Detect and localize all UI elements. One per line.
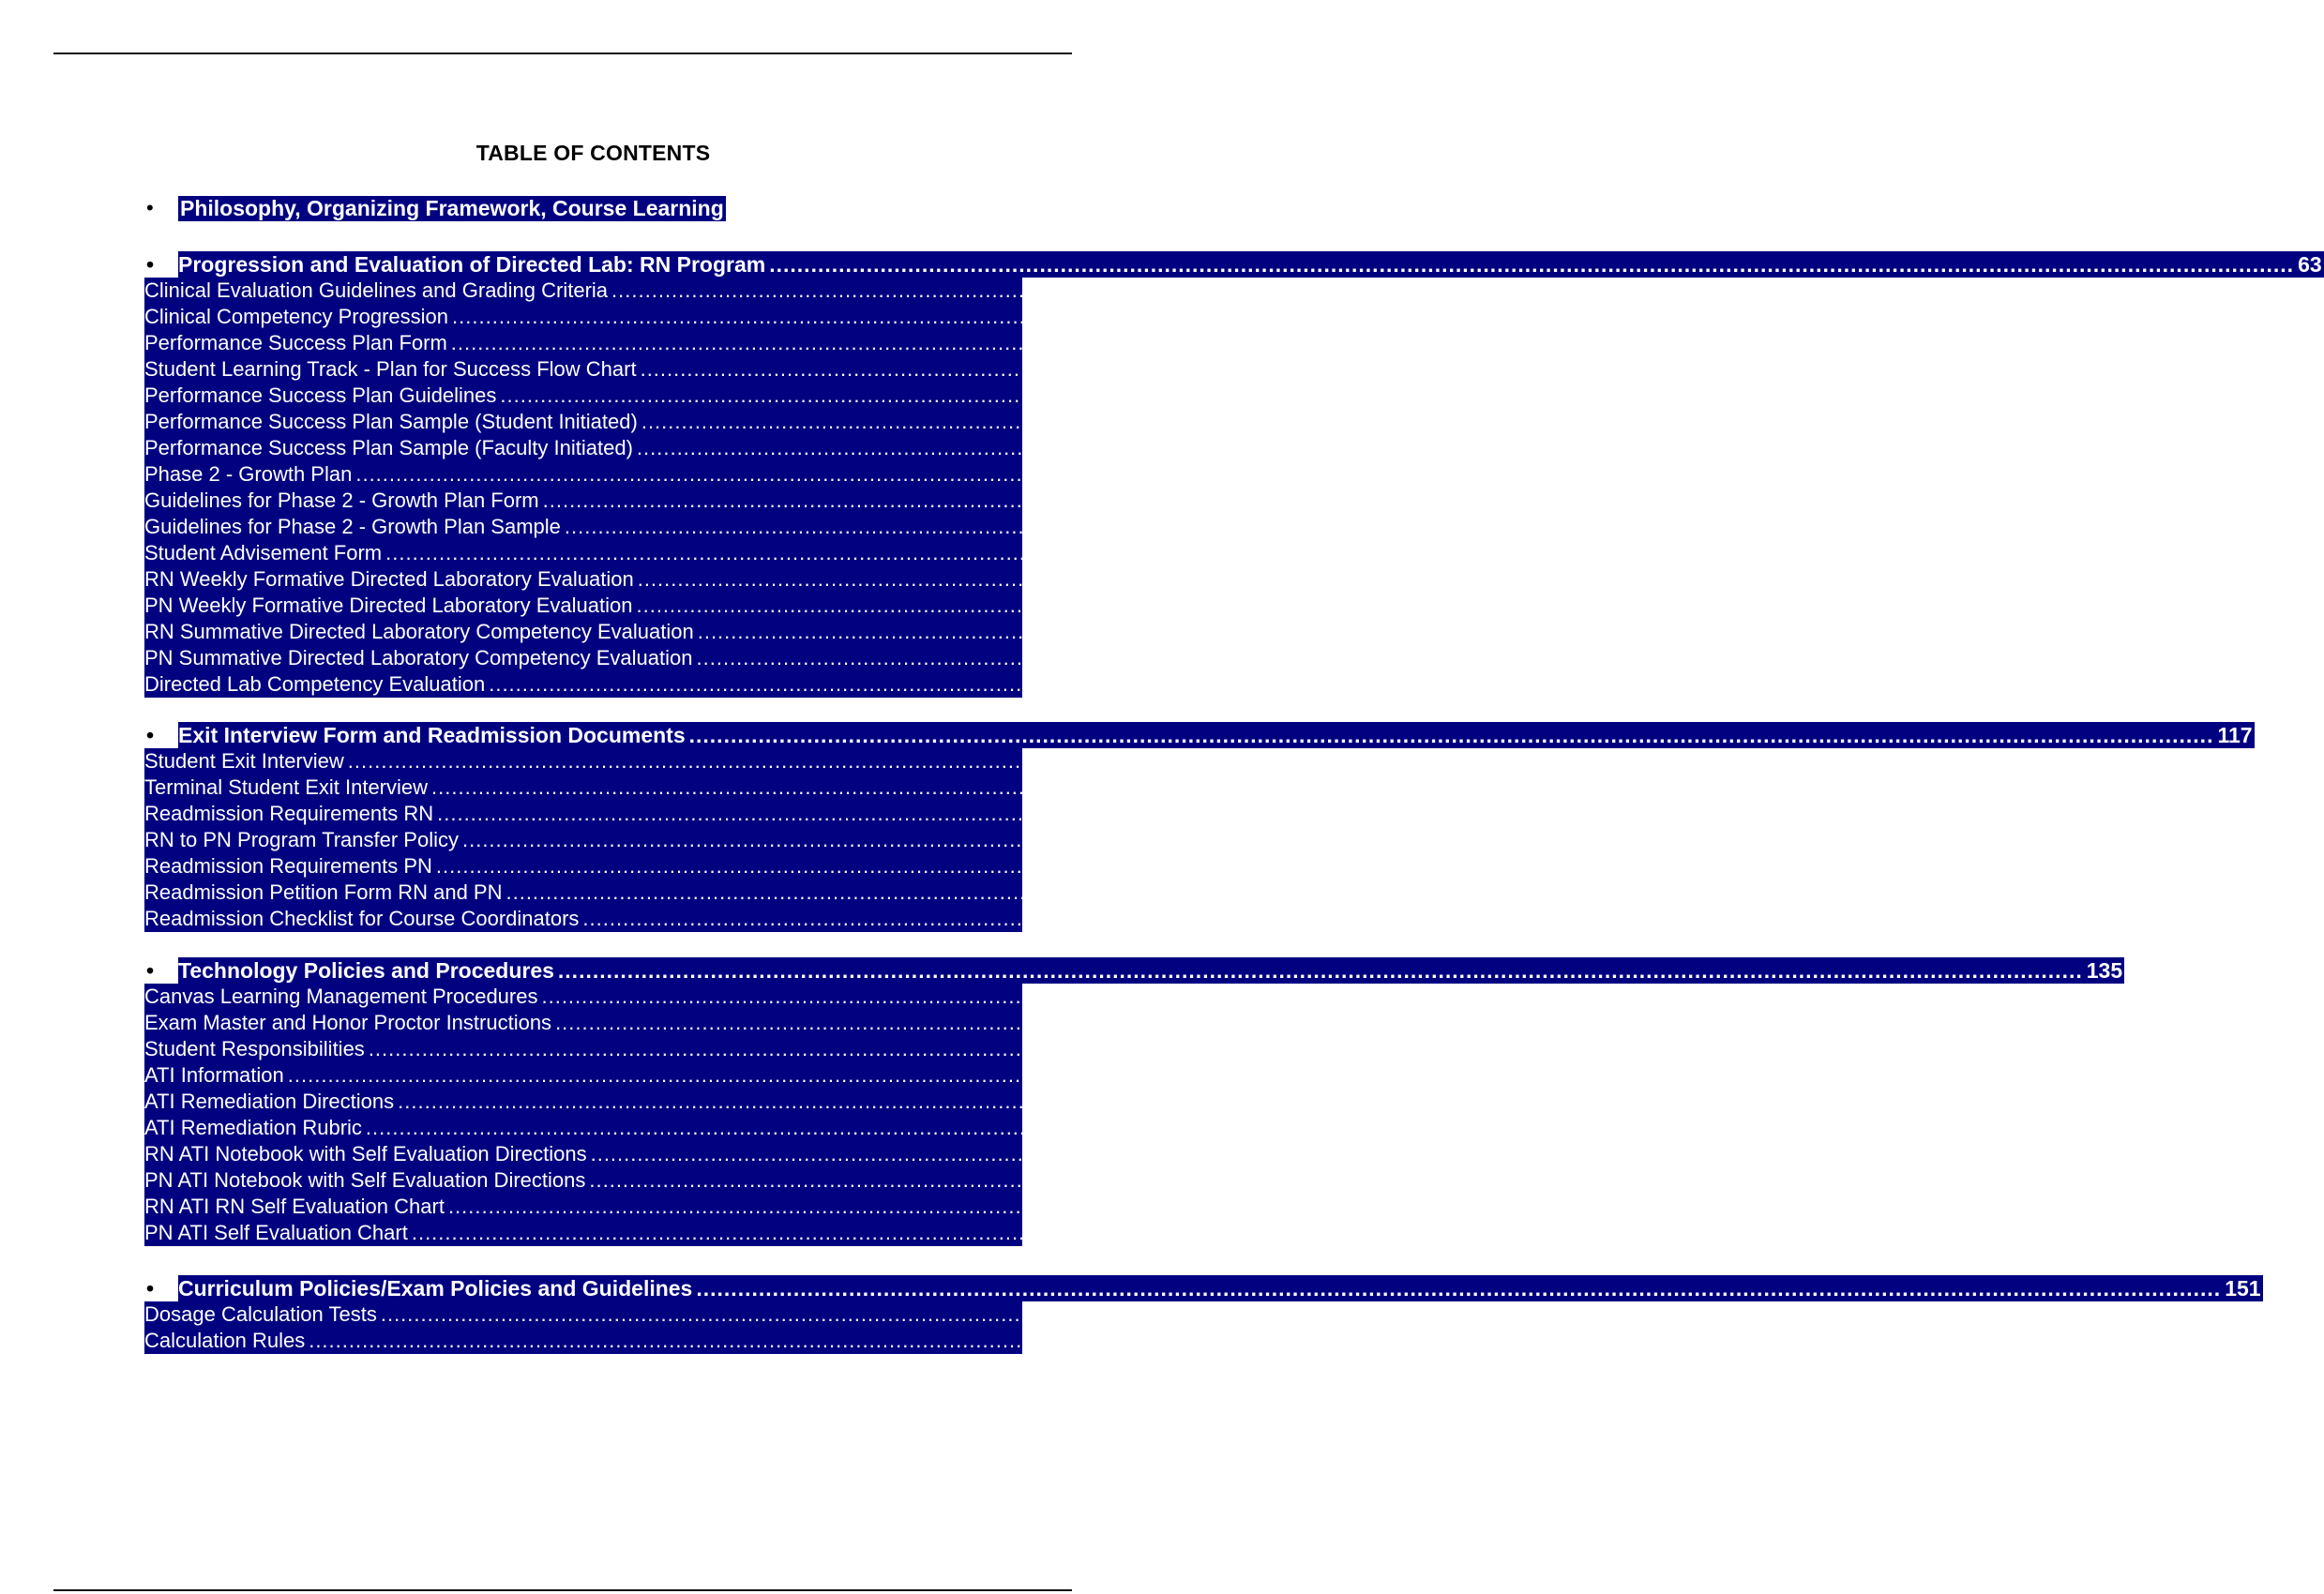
leader-dots xyxy=(541,985,2009,1009)
toc-page-number: 64 xyxy=(1923,305,1947,328)
toc-entry-label: RN Weekly Formative Directed Laboratory Evaluation xyxy=(144,567,634,591)
toc-page-number: 136 xyxy=(2013,985,2047,1008)
toc-page-number: 151 xyxy=(2225,1275,2261,1301)
toc-entry-label: Dosage Calculation Tests xyxy=(144,1302,377,1326)
toc-page-number: 63 xyxy=(2298,251,2322,277)
toc-page-number: 72 xyxy=(2107,436,2132,459)
toc-entry[interactable] xyxy=(144,435,2132,461)
toc-heading[interactable] xyxy=(144,251,2322,278)
toc-entry[interactable] xyxy=(144,645,2201,671)
toc-page-number: 73 xyxy=(1827,462,1850,486)
leader-dots xyxy=(366,1116,1834,1140)
bullet-icon: • xyxy=(146,1275,155,1301)
toc-entry-label: Phase 2 - Growth Plan xyxy=(144,462,353,486)
toc-heading-label: Exit Interview Form and Readmission Documents xyxy=(178,722,686,747)
toc-page-number: 76 xyxy=(1856,541,1880,564)
toc-entry-label: Readmission Checklist for Course Coordinators xyxy=(144,907,580,930)
toc-page-number: 64 xyxy=(2082,278,2106,302)
toc-entry[interactable] xyxy=(144,566,2132,593)
toc-section-progression xyxy=(144,251,2322,698)
leader-dots xyxy=(638,567,2105,592)
leader-dots xyxy=(381,1302,1849,1327)
toc-entry-label: Readmission Petition Form RN and PN xyxy=(144,880,503,904)
toc-heading[interactable] xyxy=(144,1275,2261,1301)
toc-page-number: 92 xyxy=(2107,594,2131,617)
toc-entry[interactable] xyxy=(144,984,2047,1010)
leader-dots xyxy=(636,594,2104,618)
toc-entry-label: Student Learning Track - Plan for Success Flow Chart xyxy=(144,357,637,381)
toc-page-number: 153 xyxy=(1779,1329,1815,1352)
toc-heading-label: Progression and Evaluation of Directed Lab: RN Program xyxy=(178,251,766,277)
toc-entry-label: ATI Information xyxy=(144,1063,284,1087)
leader-dots xyxy=(369,1037,1836,1061)
toc-page-number: 146 xyxy=(1882,1221,1918,1244)
leader-dots xyxy=(641,357,2108,382)
toc-page-number: 68 xyxy=(1971,383,1995,407)
toc-entry-label: Student Advisement Form xyxy=(144,541,383,564)
toc-page-number: 140 xyxy=(1868,1090,1904,1113)
toc-entry-label: Student Exit Interview xyxy=(144,749,344,773)
toc-entry-label: Clinical Competency Progression xyxy=(144,305,449,328)
toc-entry-label: Readmission Requirements PN xyxy=(144,854,432,878)
toc-page-number: 127 xyxy=(1933,828,1969,851)
bottom-rule xyxy=(53,1589,1072,1591)
toc-page-number: 80 xyxy=(2108,567,2132,591)
toc-entry[interactable] xyxy=(144,304,1947,330)
page-title: TABLE OF CONTENTS xyxy=(475,141,711,165)
toc-entry[interactable] xyxy=(144,774,1938,801)
toc-heading-label: Philosophy, Organizing Framework, Course Learning xyxy=(180,195,724,220)
toc-entry-label: RN ATI Notebook with Self Evaluation Directions xyxy=(144,1142,587,1165)
toc-entry-label: Readmission Requirements RN xyxy=(144,802,434,825)
toc-page-number: 74 xyxy=(2014,489,2037,512)
toc-page-number: 117 xyxy=(2217,722,2253,747)
toc-page-number: 135 xyxy=(2086,957,2123,983)
toc-entry-label: Exam Master and Honor Proctor Instructions xyxy=(144,1011,552,1034)
leader-dots xyxy=(689,723,2214,748)
toc-page-number: 122 xyxy=(1902,775,1938,799)
bullet-icon: • xyxy=(146,251,155,277)
toc-page-number: 96 xyxy=(2168,620,2192,643)
leader-dots xyxy=(582,907,2050,931)
toc-entry[interactable] xyxy=(144,593,2131,619)
toc-entry[interactable] xyxy=(144,1328,1815,1354)
toc-entry[interactable] xyxy=(144,1089,1904,1115)
toc-section-philosophy xyxy=(144,195,1022,221)
leader-dots xyxy=(385,541,1853,565)
toc-entry-label: RN Summative Directed Laboratory Competency Evaluation xyxy=(144,620,694,643)
leader-dots xyxy=(462,828,1930,852)
toc-page-number: 67 xyxy=(2111,357,2135,381)
toc-entry-label: Guidelines for Phase 2 - Growth Plan Form xyxy=(144,489,539,512)
toc-entry[interactable] xyxy=(144,1062,1794,1089)
toc-heading[interactable] xyxy=(144,957,2123,984)
toc-page-number: 128 xyxy=(1907,854,1942,878)
toc-entry[interactable] xyxy=(144,383,1995,409)
toc-entry-label: Clinical Evaluation Guidelines and Grading Criteria xyxy=(144,278,609,302)
toc-entry[interactable] xyxy=(144,853,1942,880)
toc-entry[interactable] xyxy=(144,671,1994,698)
toc-entry-label: RN ATI RN Self Evaluation Chart xyxy=(144,1195,445,1218)
toc-page-number: 118 xyxy=(1818,749,1852,773)
toc-page-number: 137 xyxy=(1839,1037,1875,1060)
toc-page-number: 71 xyxy=(2112,410,2136,433)
bullet-icon: • xyxy=(146,722,155,747)
toc-heading-label: Technology Policies and Procedures xyxy=(178,957,554,983)
toc-page-number: 152 xyxy=(1851,1302,1887,1326)
toc-entry-label: PN Weekly Formative Directed Laboratory Evaluation xyxy=(144,594,633,617)
toc-entry-label: Directed Lab Competency Evaluation xyxy=(144,672,486,696)
leader-dots xyxy=(412,1221,1879,1245)
leader-dots xyxy=(565,515,2032,539)
toc-page-number: 136 xyxy=(2026,1011,2061,1034)
leader-dots xyxy=(489,672,1956,697)
toc-entry-label: PN ATI Self Evaluation Chart xyxy=(144,1221,408,1244)
toc-heading[interactable] xyxy=(144,195,1022,221)
toc-entry[interactable] xyxy=(144,488,2037,514)
leader-dots xyxy=(697,646,2165,670)
leader-dots xyxy=(696,1276,2221,1301)
toc-page-number: 125 xyxy=(1908,802,1943,825)
leader-dots xyxy=(448,1195,1916,1219)
toc-entry-label: Student Responsibilities xyxy=(144,1037,365,1060)
leader-dots xyxy=(451,331,1919,355)
toc-entry[interactable] xyxy=(144,278,2106,304)
toc-entry-label: Performance Success Plan Sample (Student Initiated) xyxy=(144,410,638,433)
leader-dots xyxy=(452,305,1920,329)
toc-entry[interactable] xyxy=(144,880,2012,906)
toc-page-number: 75 xyxy=(2035,515,2060,538)
toc-page-number: 110 xyxy=(2167,646,2201,669)
toc-page-number: 112 xyxy=(1959,672,1994,696)
toc-entry[interactable] xyxy=(144,1301,1887,1328)
toc-entry[interactable] xyxy=(144,906,2089,932)
leader-dots xyxy=(500,383,1968,408)
toc-page-number: 67 xyxy=(1922,331,1945,354)
toc-page-number: 141 xyxy=(1836,1116,1872,1139)
leader-dots xyxy=(611,278,2079,303)
toc-entry[interactable] xyxy=(144,1036,1875,1062)
leader-dots xyxy=(288,1063,1756,1088)
leader-dots xyxy=(698,620,2166,644)
toc-entry-label: Performance Success Plan Sample (Faculty Initiated) xyxy=(144,436,633,459)
toc-entry[interactable] xyxy=(144,461,1850,488)
leader-dots xyxy=(543,489,2011,513)
toc-entry[interactable] xyxy=(144,827,1969,853)
leader-dots xyxy=(431,775,1899,800)
toc-page-number: 130 xyxy=(1977,880,2012,904)
toc-entry[interactable] xyxy=(144,1220,1918,1246)
leader-dots xyxy=(589,1168,2057,1193)
toc-entry[interactable] xyxy=(144,409,2136,435)
toc-entry[interactable] xyxy=(144,540,1880,566)
toc-page-number: 138 xyxy=(1758,1063,1794,1087)
toc-entry[interactable] xyxy=(144,330,1945,356)
toc-heading[interactable] xyxy=(144,722,2253,748)
leader-dots xyxy=(641,410,2109,434)
toc-entry[interactable] xyxy=(144,356,2135,383)
toc-entry[interactable] xyxy=(144,1115,1872,1141)
toc-entry[interactable] xyxy=(144,1141,2097,1167)
toc-entry-label: Performance Success Plan Guidelines xyxy=(144,383,497,407)
toc-entry-label: Calculation Rules xyxy=(144,1329,306,1352)
leader-dots xyxy=(555,1011,2023,1035)
leader-dots xyxy=(348,749,1816,774)
leader-dots xyxy=(558,958,2083,984)
toc-page-number: 131 xyxy=(2054,907,2089,930)
leader-dots xyxy=(769,252,2294,278)
leader-dots xyxy=(309,1329,1776,1353)
toc-entry-label: PN Summative Directed Laboratory Competency Evaluation xyxy=(144,646,693,669)
toc-entry-label: RN to PN Program Transfer Policy xyxy=(144,828,459,851)
toc-entry-label: Performance Success Plan Form xyxy=(144,331,447,354)
leader-dots xyxy=(637,436,2105,460)
toc-entry-label: PN ATI Notebook with Self Evaluation Directions xyxy=(144,1168,586,1192)
leader-dots xyxy=(506,880,1973,905)
toc-page-number: 144 xyxy=(2060,1168,2095,1192)
toc-entry[interactable] xyxy=(144,1194,1954,1220)
toc-entry-label: Canvas Learning Management Procedures xyxy=(144,985,538,1008)
leader-dots xyxy=(398,1090,1865,1114)
leader-dots xyxy=(437,802,1905,826)
toc-entry[interactable] xyxy=(144,1167,2095,1194)
toc-entry-label: ATI Remediation Rubric xyxy=(144,1116,362,1139)
toc-entry[interactable] xyxy=(144,514,2060,540)
toc-page-number: 144 xyxy=(1919,1195,1954,1218)
toc-entry-label: Guidelines for Phase 2 - Growth Plan Sample xyxy=(144,515,561,538)
toc-heading-label: Curriculum Policies/Exam Policies and Guidelines xyxy=(178,1275,693,1301)
toc-entry[interactable] xyxy=(144,748,1852,774)
leader-dots xyxy=(355,462,1823,487)
toc-entry[interactable] xyxy=(144,1010,2061,1036)
bullet-icon: • xyxy=(146,196,154,219)
leader-dots xyxy=(436,854,1904,879)
toc-entry-label: ATI Remediation Directions xyxy=(144,1090,395,1113)
toc-entry[interactable] xyxy=(144,801,1943,827)
leader-dots xyxy=(591,1142,2059,1166)
toc-section-curriculum xyxy=(144,1275,2261,1354)
toc-entry[interactable] xyxy=(144,619,2192,645)
toc-page-number: 142 xyxy=(2061,1142,2097,1165)
bullet-icon: • xyxy=(146,957,155,983)
toc-entry-label: Terminal Student Exit Interview xyxy=(144,775,429,799)
top-rule xyxy=(53,53,1072,54)
toc-section-technology xyxy=(144,957,2123,1246)
toc-section-exit-interview xyxy=(144,722,2253,932)
